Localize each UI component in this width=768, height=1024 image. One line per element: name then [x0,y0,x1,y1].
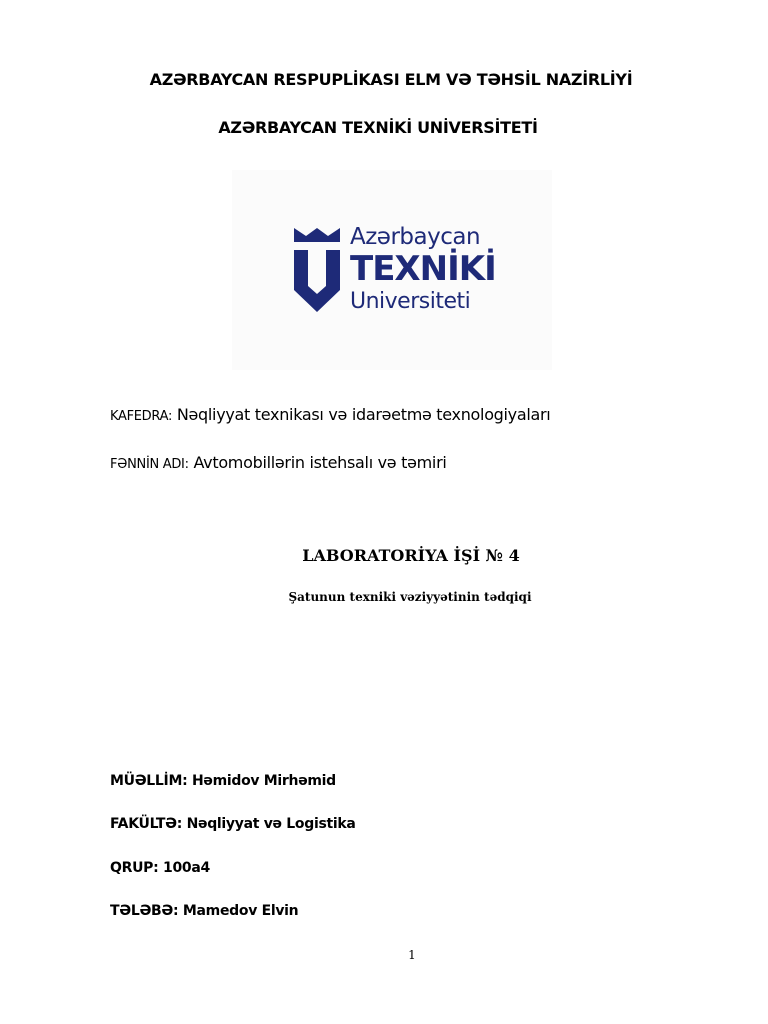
faculty-value: Nəqliyyat və Logistika [186,816,356,832]
group-label: QRUP: [110,860,159,876]
student-label: TƏLƏBƏ: [110,903,179,919]
group-field [110,860,210,876]
teacher-label: MÜƏLLİM: [110,773,188,789]
fenn-label: FƏNNİN ADI: [110,457,189,472]
teacher-value: Həmidov Mirhəmid [191,773,336,789]
logo-text-line3: Universiteti [350,289,471,314]
logo-text-line2: TEXNİKİ [350,249,496,289]
kafedra-field [110,405,550,424]
kafedra-label: KAFEDRA: [110,409,173,424]
teacher-field [110,773,336,789]
fenn-field [110,453,447,472]
university-heading: AZƏRBAYCAN TEXNİKİ UNİVERSİTETİ [218,118,538,137]
group-value: 100a4 [163,860,210,876]
lab-title: LABORATORİYA İŞİ № 4 [302,546,520,565]
lab-subtitle: Şatunun texniki vəziyyətinin tədqiqi [288,590,532,604]
page-number: 1 [408,948,416,962]
fenn-value: Avtomobillərin istehsalı və təmiri [193,453,447,472]
student-field [110,903,298,919]
shield-logo-icon [294,228,340,314]
faculty-label: FAKÜLTƏ: [110,816,183,832]
student-value: Mamedov Elvin [182,903,299,919]
logo-text-line1: Azərbaycan [350,224,481,250]
ministry-heading: AZƏRBAYCAN RESPUPLİKASI ELM VƏ TƏHSİL NAZİRLİYİ [149,70,633,89]
faculty-field [110,816,356,832]
kafedra-value: Nəqliyyat texnikası və idarəetmə texnologiyaları [176,405,551,424]
university-logo [232,170,552,370]
